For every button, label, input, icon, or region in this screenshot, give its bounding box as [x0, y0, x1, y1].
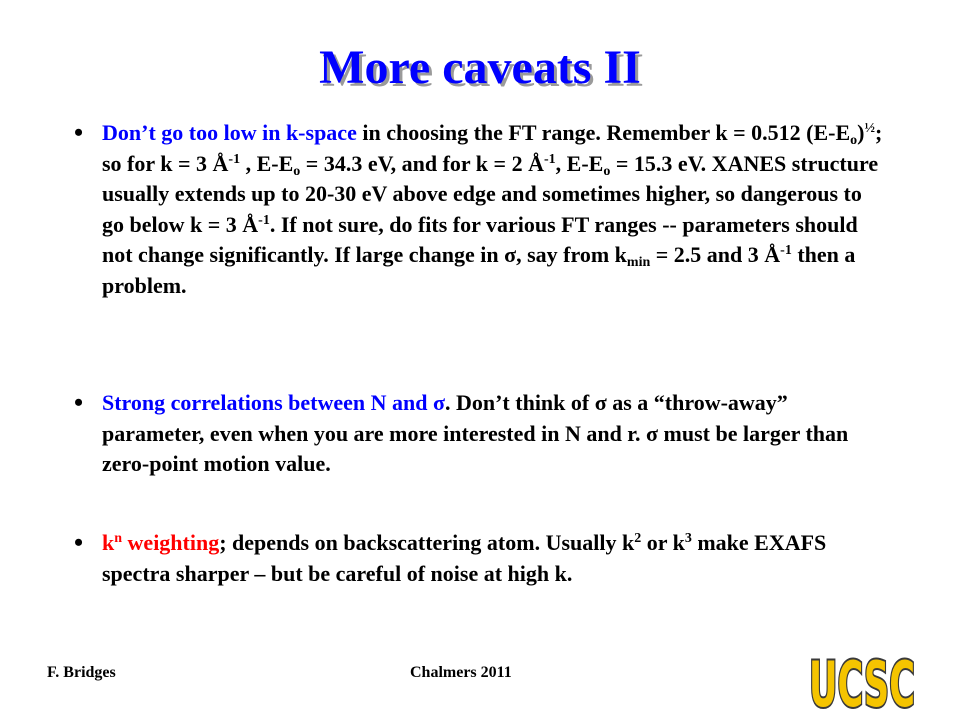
text-run: = 2.5 and 3 Å — [650, 242, 781, 267]
bullet-dot: • — [74, 388, 84, 417]
superscript: -1 — [780, 243, 792, 258]
subscript: o — [293, 163, 301, 179]
text-run: = 15.3 eV. XANES structure usually extends up to 20-30 eV above edge and sometimes higher, so dangerous to go below k = 3 Å — [102, 150, 879, 237]
superscript: n — [114, 531, 123, 546]
bullet-dot: • — [74, 118, 84, 147]
text-run: make EXAFS spectra sharper – but be careful of noise at high k. — [102, 530, 827, 586]
superscript: 2 — [634, 531, 642, 546]
text-run: then a problem. — [102, 242, 856, 298]
text-run: , E-E — [240, 150, 294, 176]
subscript: o — [603, 163, 611, 179]
bullet-lead: weighting — [122, 530, 220, 555]
logo-text: UCSC — [809, 648, 915, 714]
bullet-text — [102, 388, 884, 480]
bullet-text — [102, 528, 884, 589]
superscript: 3 — [684, 531, 692, 546]
text-run: in choosing the FT range. Remember k = 0.512 (E-E — [356, 120, 851, 145]
superscript: -1 — [258, 212, 270, 228]
superscript: -1 — [543, 151, 556, 167]
footer-author: F. Bridges — [47, 664, 116, 681]
bullet-ft-range — [74, 118, 884, 301]
text-run: . Don’t think of σ as a “throw-away” parameter, even when you are more interested in N and r. σ must be larger than zero-point motion value. — [102, 390, 849, 476]
superscript: -1 — [228, 151, 241, 167]
bullet-lead: Strong correlations between N and σ — [102, 390, 445, 415]
text-run: , E-E — [555, 150, 604, 176]
text-run: ) — [857, 120, 865, 145]
text-run: ; depends on backscattering atom. Usually k — [219, 530, 635, 555]
subscript: o — [850, 133, 858, 148]
bullet-lead: Don’t go too low in k-space — [102, 120, 357, 145]
bullet-dot: • — [74, 528, 84, 557]
subscript: min — [626, 255, 651, 270]
bullet-correlations — [74, 388, 884, 480]
bullet-kn-weighting — [74, 528, 884, 589]
ucsc-logo — [806, 636, 918, 714]
text-run: ; so for k = 3 Å — [102, 120, 883, 176]
text-run: . If not sure, do fits for various FT ranges -- parameters should not change significantly. If large change in σ, say from k — [102, 211, 858, 267]
superscript: ½ — [864, 121, 875, 136]
text-run: = 34.3 eV, and for k = 2 Å — [300, 150, 544, 176]
text-run: or k — [641, 530, 685, 555]
bullet-text — [102, 118, 884, 301]
slide-title: More caveats II — [319, 41, 641, 94]
bullet-lead-k: k — [102, 530, 115, 555]
footer-event: Chalmers 2011 — [410, 664, 512, 681]
